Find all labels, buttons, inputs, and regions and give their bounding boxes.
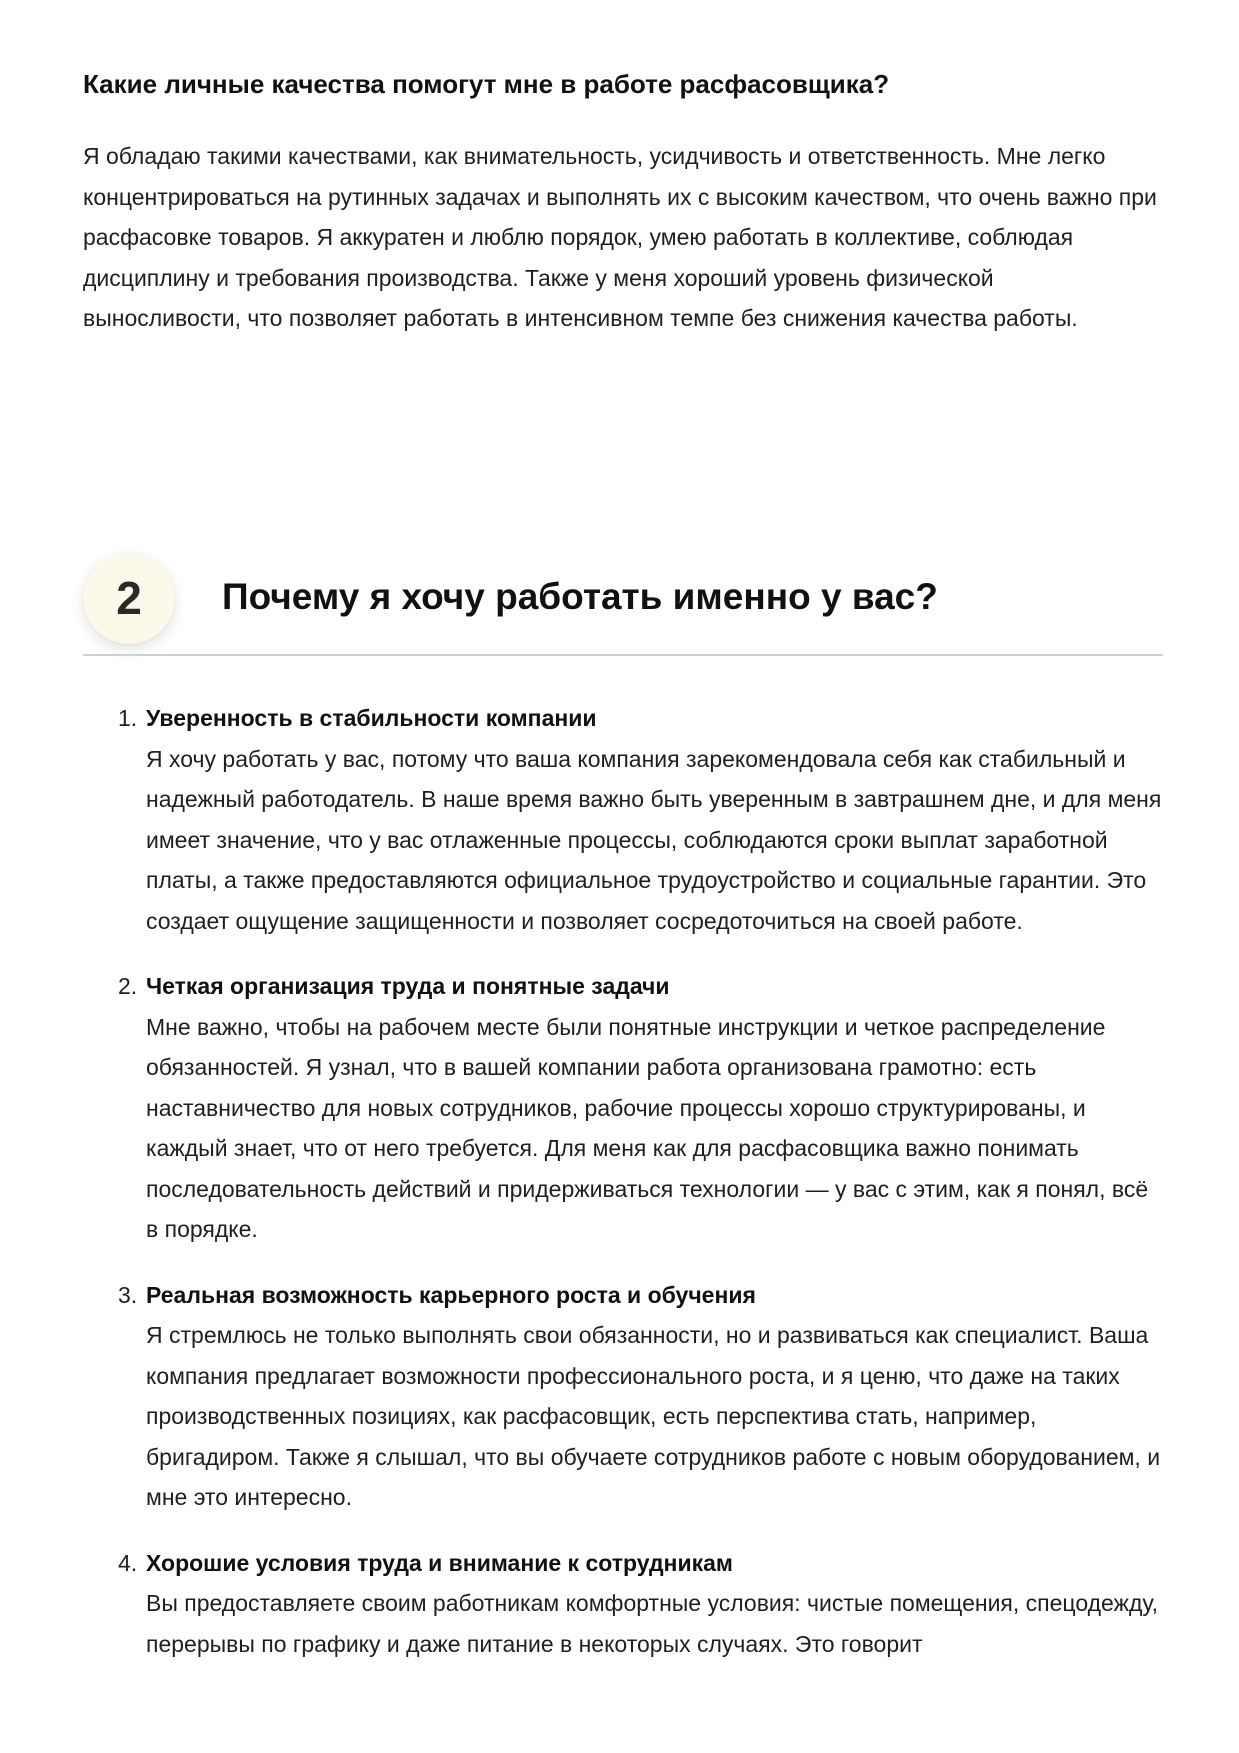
section-number-badge: 2 [83,552,175,644]
list-item-number: 2. [118,973,138,999]
question-answer: Я обладаю такими качествами, как внимательность, усидчивость и ответственность. Мне легко концентрироваться на рутинных задачах и выполнять их с высоким качеством, что очень важно при расфасовке товаров. Я аккуратен и люблю порядок, умею работать в коллективе, соблюдая дисциплину и требования производства. Также у меня хороший уровень физической выносливости, что позволяет работать в интенсивном темпе без снижения качества работы. [83,143,1157,331]
list-item-title: Четкая организация труда и понятные задачи [146,973,670,999]
section-title: Почему я хочу работать именно у вас? [222,576,938,617]
section-header [83,548,1163,656]
list-item-text: Я стремлюсь не только выполнять свои обязанности, но и развиваться как специалист. Ваша компания предлагает возможности профессионального роста, и я ценю, что даже на таких производственных позициях, как расфасовщик, есть перспектива стать, например, бригадиром. Также я слышал, что вы обучаете сотрудников работе с новым оборудованием, и мне это интересно. [146,1322,1161,1510]
list-item [83,1543,1163,1665]
list-item-text: Я хочу работать у вас, потому что ваша компания зарекомендовала себя как стабильный и надежный работодатель. В наше время важно быть уверенным в завтрашнем дне, и для меня имеет значение, что у вас отлаженные процессы, соблюдаются сроки выплат заработной платы, а также предоставляются официальное трудоустройство и социальные гарантии. Это создает ощущение защищенности и позволяет сосредоточиться на своей работе. [146,745,1162,934]
list-item-number: 3. [118,1281,138,1308]
section-divider [83,654,1163,656]
list-item [83,966,1163,1250]
list-item [83,1275,1163,1518]
list-item [83,698,1163,941]
list-item-title: Хорошие условия труда и внимание к сотрудникам [146,1549,733,1576]
list-item-text: Мне важно, чтобы на рабочем месте были понятные инструкции и четкое распределение обязанностей. Я узнал, что в вашей компании работа организована грамотно: есть наставничество для новых сотрудников, рабочие процессы хорошо структурированы, и каждый знает, что от него требуется. Для меня как для расфасовщика важно понимать последовательность действий и придерживаться технологии — у вас с этим, как я понял, всё в порядке. [146,1013,1149,1242]
list-item-title: Уверенность в стабильности компании [146,705,597,731]
list-item-title: Реальная возможность карьерного роста и обучения [146,1281,756,1308]
list-item-number: 1. [118,705,138,731]
reasons-list [83,698,1163,1689]
list-item-text: Вы предоставляете своим работникам комфортные условия: чистые помещения, спецодежду, перерывы по графику и даже питание в некоторых случаях. Это говорит [146,1590,1158,1657]
list-item-number: 4. [118,1549,138,1576]
question-heading: Какие личные качества помогут мне в работе расфасовщика? [83,69,890,99]
